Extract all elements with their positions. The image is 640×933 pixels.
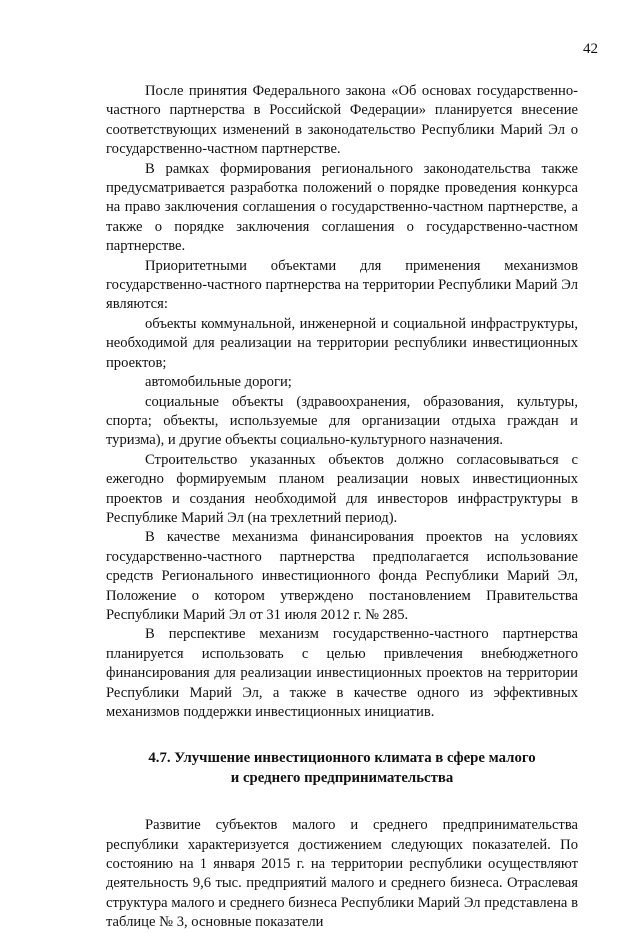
paragraph-perspective: В перспективе механизм государственно-частного партнерства планируется использовать с целью привлечения внебюджетного финансирования для реализации инвестиционных проектов на территории Республики Марий Эл, а также в качестве одного из эффективных механизмов поддержки инвестиционных инициатив. <box>106 626 578 720</box>
section-heading-line-1: 4.7. Улучшение инвестиционного климата в сфере малого <box>148 750 536 767</box>
section-heading-line-2: и среднего предпринимательства <box>230 769 454 786</box>
paragraph-construction-plan: Строительство указанных объектов должно согласовываться с ежегодно формируемым планом реализации новых инвестиционных проектов и создания необходимой для инвесторов инфраструктуры в Республике Марий Эл (на трехлетний период). <box>106 451 578 526</box>
spacer <box>106 788 578 816</box>
body-text <box>106 82 578 933</box>
page-number: 42 <box>583 41 598 57</box>
paragraph-regional-legislation: В рамках формирования регионального законодательства также предусматривается разработка положений о порядке проведения конкурса на право заключения соглашения о государственно-частном партнерстве, а также о порядке заключения соглашения о государственно-частном партнерстве. <box>106 160 578 255</box>
paragraph-ppp-law: После принятия Федерального закона «Об основах государственно-частного партнерства в Российской Федерации» планируется внесение соответствующих изменений в законодательство Республики Марий Эл о государственно-частном партнерстве. <box>106 83 578 158</box>
paragraph-sme-development: Развитие субъектов малого и среднего предпринимательства республики характеризуется достижением следующих показателей. По состоянию на 1 января 2015 г. на территории республики осуществляют деятельность 9,6 тыс. предприятий малого и среднего бизнеса. Отраслевая структура малого и среднего бизнеса Республики Марий Эл представлена в таблице № 3, основные показатели <box>106 817 578 931</box>
list-item-social-objects: социальные объекты (здравоохранения, образования, культуры, спорта; объекты, используемые для организации отдыха граждан и туризма), и другие объекты социально-культурного назначения. <box>106 393 578 449</box>
paragraph-financing-mechanism: В качестве механизма финансирования проектов на условиях государственно-частного партнерства предполагается использование средств Регионального инвестиционного фонда Республики Марий Эл, Положение о котором утверждено постановлением Правительства Республики Марий Эл от 31 июля 2012 г. № 285. <box>106 529 578 623</box>
list-item-infrastructure: объекты коммунальной, инженерной и социальной инфраструктуры, необходимой для реализации на территории республики инвестиционных проектов; <box>106 315 578 371</box>
list-item-roads: автомобильные дороги; <box>145 374 292 391</box>
section-heading <box>106 749 578 788</box>
paragraph-priority-objects: Приоритетными объектами для применения механизмов государственно-частного партнерства на территории Республики Марий Эл являются: <box>106 257 578 313</box>
